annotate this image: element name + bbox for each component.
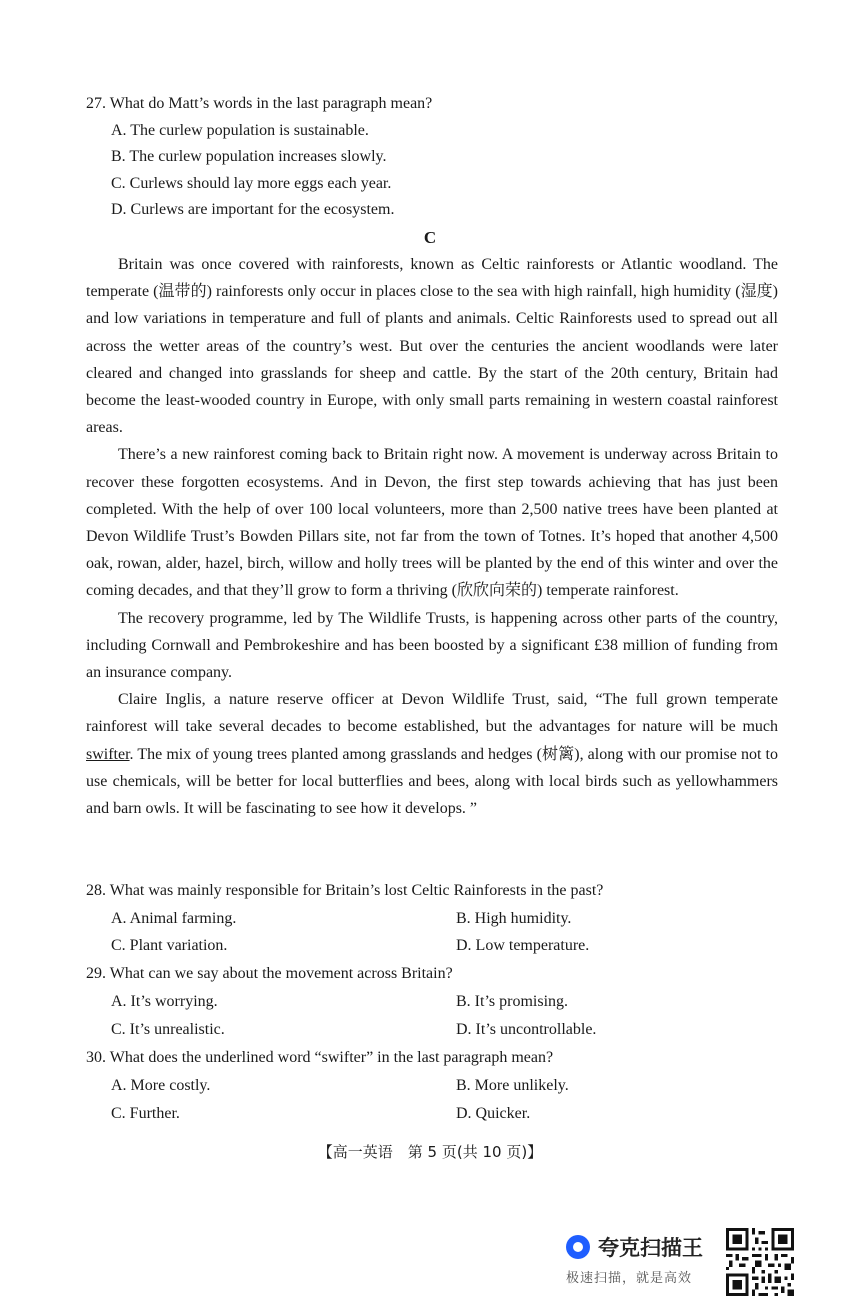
q29-option-b: B. It’s promising. — [456, 993, 569, 1010]
q27-option-b: B. The curlew population increases slowly. — [111, 148, 387, 165]
qr-code-icon — [726, 1228, 794, 1296]
page-footer: 【高一英语 第 5 页(共 10 页)】 — [317, 1143, 543, 1161]
q30-option-a: A. More costly. — [111, 1077, 211, 1094]
p4-text-after: . The mix of young trees planted among grasslands and hedges (树篱), along with our promise not to use chemicals, will be better for local butterflies and bees, along with local birds such as yellowhammers and barn owls. It will be fascinating to see how it develops. ” — [86, 745, 778, 818]
q28-question: 28. What was mainly responsible for Britain’s lost Celtic Rainforests in the past? — [86, 882, 604, 899]
scanner-app-name: 夸克扫描王 — [598, 1236, 703, 1260]
q30-option-b: B. More unlikely. — [456, 1077, 569, 1094]
q28-option-b: B. High humidity. — [456, 910, 572, 927]
q30-option-c: C. Further. — [111, 1105, 180, 1122]
q28-option-d: D. Low temperature. — [456, 937, 590, 954]
q29-option-c: C. It’s unrealistic. — [111, 1021, 225, 1038]
q29-option-a: A. It’s worrying. — [111, 993, 218, 1010]
passage-paragraph-4 — [86, 686, 778, 822]
passage-paragraph-1: Britain was once covered with rainforests, known as Celtic rainforests or Atlantic woodland. The temperate (温带的) rainforests only occur in places close to the sea with high rainfall, high humidity (湿度) and low variations in temperature and full of plants and animals. Celtic Rainforests used to spread out all across the wetter areas of the country’s west. But over the centuries the ancient woodlands were later cleared and changed into grasslands for sheep and cattle. By the start of the 20th century, Britain had become the least-wooded country in Europe, with only small parts remaining in western coastal rainforest areas. — [86, 256, 778, 437]
q29-option-d: D. It’s uncontrollable. — [456, 1021, 597, 1038]
p4-text-before: Claire Inglis, a nature reserve officer at Devon Wildlife Trust, said, “The full grown temperate rainforest will take several decades to become established, but the advantages for nature will be much — [86, 691, 778, 736]
q27-option-d: D. Curlews are important for the ecosystem. — [111, 201, 395, 218]
q28-option-c: C. Plant variation. — [111, 937, 228, 954]
passage-paragraph-2: There’s a new rainforest coming back to Britain right now. A movement is underway across Britain to recover these forgotten ecosystems. And in Devon, the first step towards achieving that has just been completed. With the help of over 100 local volunteers, more than 2,500 native trees have been planted at Devon Wildlife Trust’s Bowden Pillars site, not far from the town of Totnes. It’s hoped that another 4,500 oak, rowan, alder, hazel, birch, willow and holly trees will be planted by the end of this winter and over the coming decades, and that they’ll grow to form a thriving (欣欣向荣的) temperate rainforest. — [86, 446, 778, 600]
q30-option-d: D. Quicker. — [456, 1105, 531, 1122]
q27-option-a: A. The curlew population is sustainable. — [111, 122, 369, 139]
scanner-tagline: 极速扫描，就是高效 — [566, 1271, 693, 1286]
q30-question: 30. What does the underlined word “swifter” in the last paragraph mean? — [86, 1049, 554, 1066]
q27-option-c: C. Curlews should lay more eggs each year. — [111, 175, 392, 192]
section-heading: C — [423, 228, 437, 247]
q28-option-a: A. Animal farming. — [111, 910, 237, 927]
q27-question: 27. What do Matt’s words in the last paragraph mean? — [86, 95, 433, 112]
underlined-word: swifter — [86, 745, 130, 763]
passage — [86, 251, 778, 822]
passage-paragraph-3: The recovery programme, led by The Wildlife Trusts, is happening across other parts of the country, including Cornwall and Pembrokeshire and has been boosted by a significant £38 million of funding from an insurance company. — [86, 609, 778, 682]
quark-logo-icon — [566, 1235, 590, 1259]
q29-question: 29. What can we say about the movement across Britain? — [86, 965, 453, 982]
scanner-watermark — [566, 1232, 716, 1292]
